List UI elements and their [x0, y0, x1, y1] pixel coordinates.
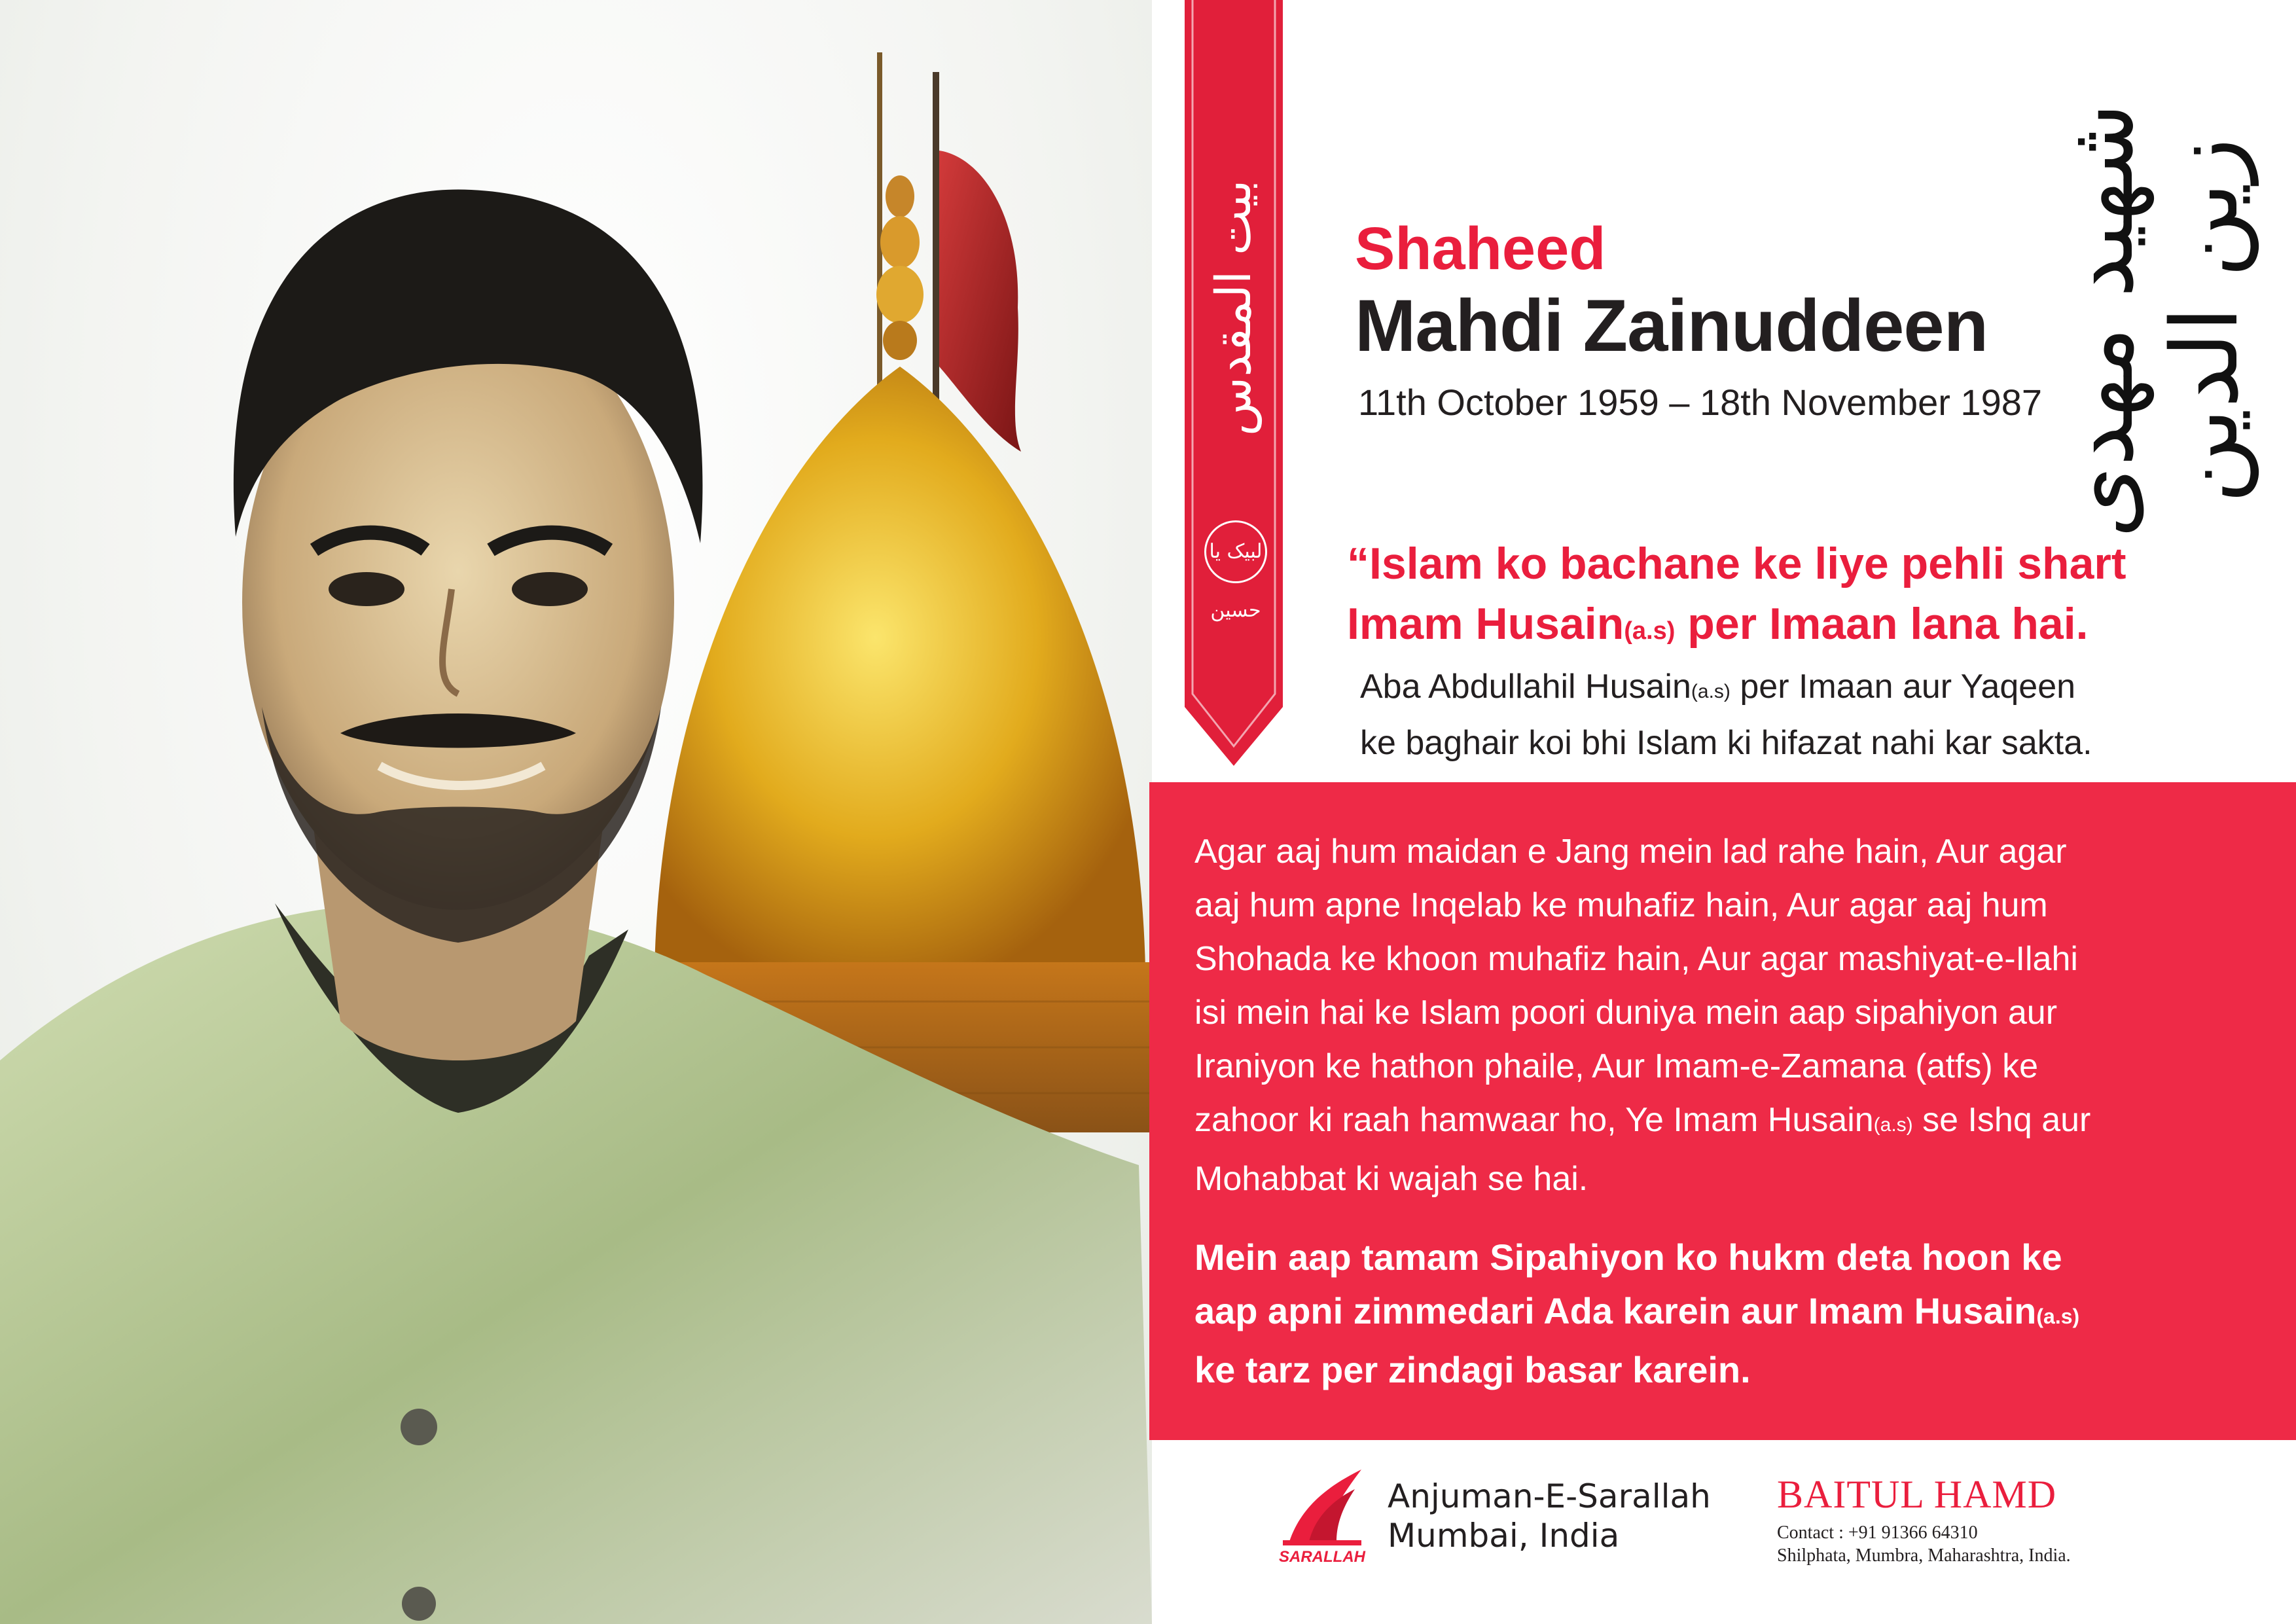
organization-name: Anjuman-E-Sarallah [1388, 1477, 1711, 1515]
message-line: Mohabbat ki wajah se hai. [1194, 1160, 1588, 1198]
command-line [1194, 1284, 2268, 1343]
logo-wordmark: SARALLAH [1279, 1548, 1365, 1566]
command-text: aap apni zimmedari Ada karein aur Imam Husain [1194, 1290, 2037, 1331]
quote-sub [1360, 661, 2211, 768]
quote-sub-text-end: per Imaan aur Yaqeen [1730, 668, 2076, 706]
command-line: ke tarz per zindagi basar karein. [1194, 1349, 1751, 1390]
quote-main [1347, 533, 2198, 661]
honorific: (a.s) [1624, 617, 1676, 645]
contact-number: Contact : +91 91366 64310 [1777, 1523, 1978, 1543]
message-command [1194, 1231, 2268, 1397]
message-text-end: se Ishq aur [1912, 1101, 2091, 1139]
quote-line-1: “Islam ko bachane ke liye pehli shart [1347, 539, 2126, 588]
message-line: aaj hum apne Inqelab ke muhafiz hain, Aur agar aaj hum [1194, 886, 2048, 924]
message-line: Agar aaj hum maidan e Jang mein lad rahe hain, Aur agar [1194, 833, 2067, 871]
quote-sub-line-2: ke baghair koi bhi Islam ki hifazat nahi kar sakta. [1360, 724, 2092, 762]
message-line [1194, 1093, 2268, 1152]
martyr-name: Mahdi Zainuddeen [1355, 285, 1988, 367]
arabic-calligraphy: شهید مهدی زین الدین [2047, 103, 2259, 539]
message-line: isi mein hai ke Islam poori duniya mein aap sipahiyon aur [1194, 994, 2058, 1032]
quote-sub-line-1 [1360, 661, 2211, 717]
message-body [1194, 825, 2268, 1206]
quote-sub-text: Aba Abdullahil Husain [1360, 668, 1691, 706]
golden-dome [628, 52, 1152, 1132]
command-line: Mein aap tamam Sipahiyon ko hukm deta hoon ke [1194, 1236, 2062, 1278]
quote-line-2-text-end: per Imaan lana hai. [1675, 599, 2089, 649]
honorific: (a.s) [1691, 681, 1731, 702]
quote-line-2 [1347, 594, 2198, 661]
quote-line-2-text: Imam Husain [1347, 599, 1624, 649]
partner-name: BAITUL HAMD [1777, 1473, 2057, 1516]
banner-seal: لبیک یا حسین [1204, 520, 1267, 583]
honorific: (a.s) [1873, 1114, 1913, 1136]
message-line: Iraniyon ke hathon phaile, Aur Imam-e-Zamana (atfs) ke [1194, 1047, 2039, 1085]
title-prefix: Shaheed [1355, 215, 1606, 282]
life-dates: 11th October 1959 – 18th November 1987 [1358, 382, 2042, 423]
message-text: zahoor ki raah hamwaar ho, Ye Imam Husain [1194, 1101, 1874, 1139]
partner-address: Shilphata, Mumbra, Maharashtra, India. [1777, 1545, 2071, 1566]
banner-calligraphy: بیت المقدس [1206, 179, 1262, 436]
organization-city: Mumbai, India [1388, 1517, 1620, 1555]
honorific: (a.s) [2036, 1305, 2080, 1328]
red-flag [939, 151, 1021, 452]
message-line: Shohada ke khoon muhafiz hain, Aur agar mashiyat-e-Ilahi [1194, 940, 2078, 978]
